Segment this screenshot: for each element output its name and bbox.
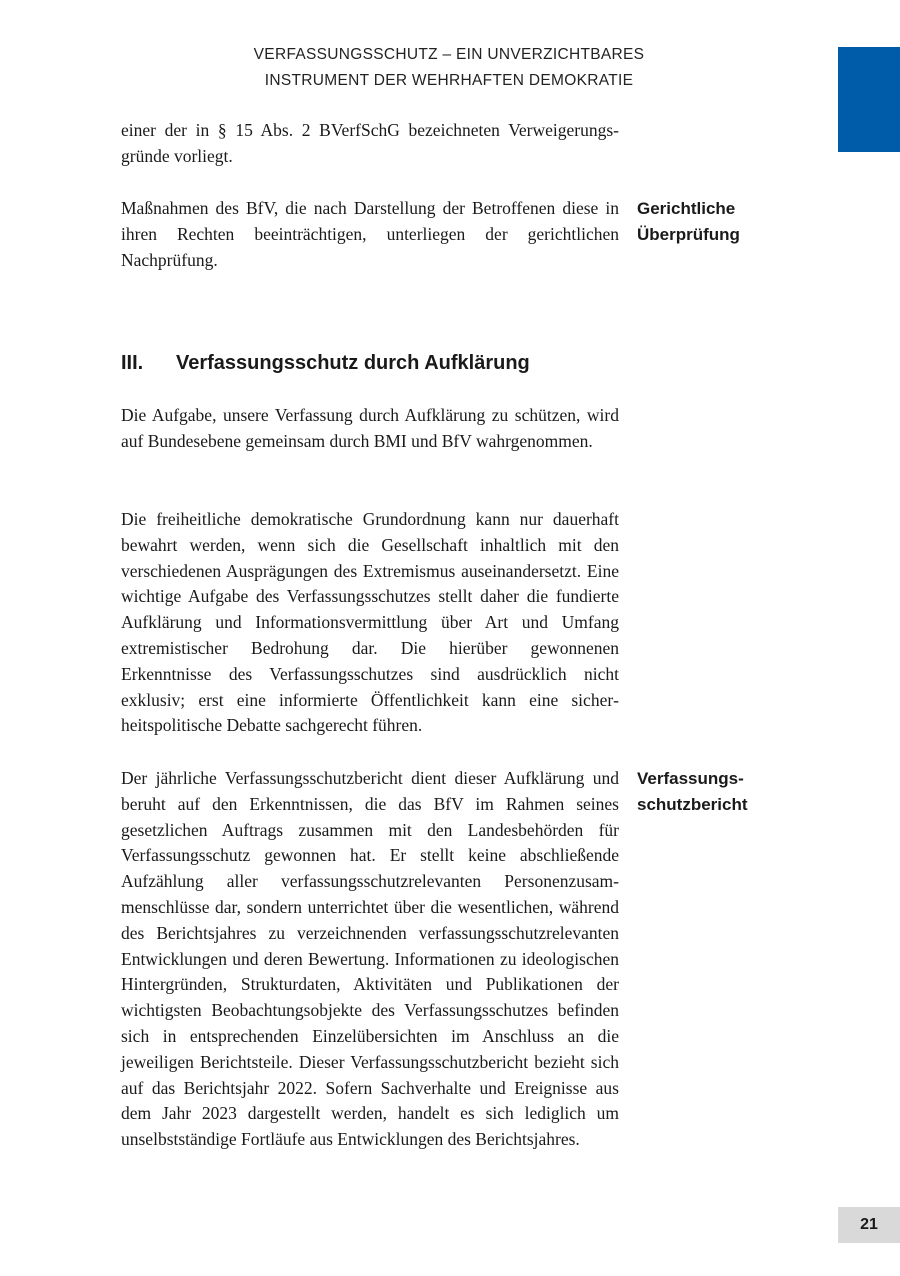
margin-note-report [637, 766, 787, 818]
margin-note-report-line-1: Verfassungs- [637, 769, 744, 788]
chapter-tab-marker [838, 47, 900, 152]
section-number: III. [121, 352, 144, 374]
page-number: 21 [838, 1207, 900, 1243]
section-heading [121, 349, 530, 377]
margin-note-judicial-review [637, 196, 787, 248]
paragraph-democratic-order: Die freiheitliche demokratische Grundordnung kann nur dauerhaft bewahrt werden, wenn sich die Gesellschaft inhaltlich mit den verschiedenen Ausprägungen des Extremismus auseinandersetzt. Eine wichtige Aufgabe des Verfassungsschutzes stellt daher die fundierte Aufklärung und Informationsvermittlung über Art und Umfang extremistischer Bedrohung dar. Die hierüber gewonnenen Erkenntnisse des Verfassungsschutzes sind ausdrücklich nicht exklusiv; erst eine informierte Öffentlichkeit kann eine sicherheitspolitische Debatte sachgerecht führen. [121, 509, 619, 736]
margin-note-report-line-2: schutzbericht [637, 794, 748, 814]
section-title: Verfassungsschutz durch Aufklärung [176, 352, 530, 374]
paragraph-refusal-grounds: einer der in § 15 Abs. 2 BVerfSchG bezeichneten Verweigerungsgründe vorliegt. [121, 120, 619, 166]
paragraph-task-description: Die Aufgabe, unsere Verfassung durch Aufklärung zu schützen, wird auf Bundesebene gemeinsam durch BMI und BfV wahrgenommen. [121, 405, 619, 451]
running-header-line-2: INSTRUMENT DER WEHRHAFTEN DEMOKRATIE [264, 72, 634, 89]
margin-note-judicial-review-line-1: Gerichtliche [637, 199, 736, 218]
margin-note-judicial-review-line-2: Überprüfung [637, 224, 740, 244]
paragraph-annual-report: Der jährliche Verfassungsschutzbericht dient dieser Aufklärung und beruht auf den Erkenntnissen, die das BfV im Rahmen seines gesetzlichen Auftrags zusammen mit den Landesbehörden für Verfassungsschutz gewonnen hat. Er stellt keine abschließende Aufzählung aller verfassungsschutzrelevanten Personenzusammenschlüsse dar, sondern unterrichtet über die wesentlichen, während des Berichtsjahres zu verzeichnenden verfassungsschutzrelevanten Entwicklungen und deren Bewertung. Informationen zu ideologischen Hintergründen, Strukturdaten, Aktivitäten und Publikationen der wichtigsten Beobachtungsobjekte des Verfassungsschutzes befinden sich in entsprechenden Einzelübersichten im Anschluss an die jeweiligen Berichtsteile. Dieser Verfassungsschutzbericht bezieht sich auf das Berichtsjahr 2022. Sofern Sachverhalte und Ereignisse aus dem Jahr 2023 dargestellt werden, handelt es sich lediglich um unselbstständige Fortläufe aus Entwicklungen des Berichtsjahres. [121, 768, 619, 1150]
running-header [120, 42, 778, 94]
running-header-line-1: VERFASSUNGSSCHUTZ – EIN UNVERZICHTBARES [253, 46, 645, 63]
paragraph-judicial-review: Maßnahmen des BfV, die nach Darstellung der Betroffenen diese in ihren Rechten beeinträchtigen, unterliegen der gerichtlichen Nachprüfung. [121, 198, 619, 270]
